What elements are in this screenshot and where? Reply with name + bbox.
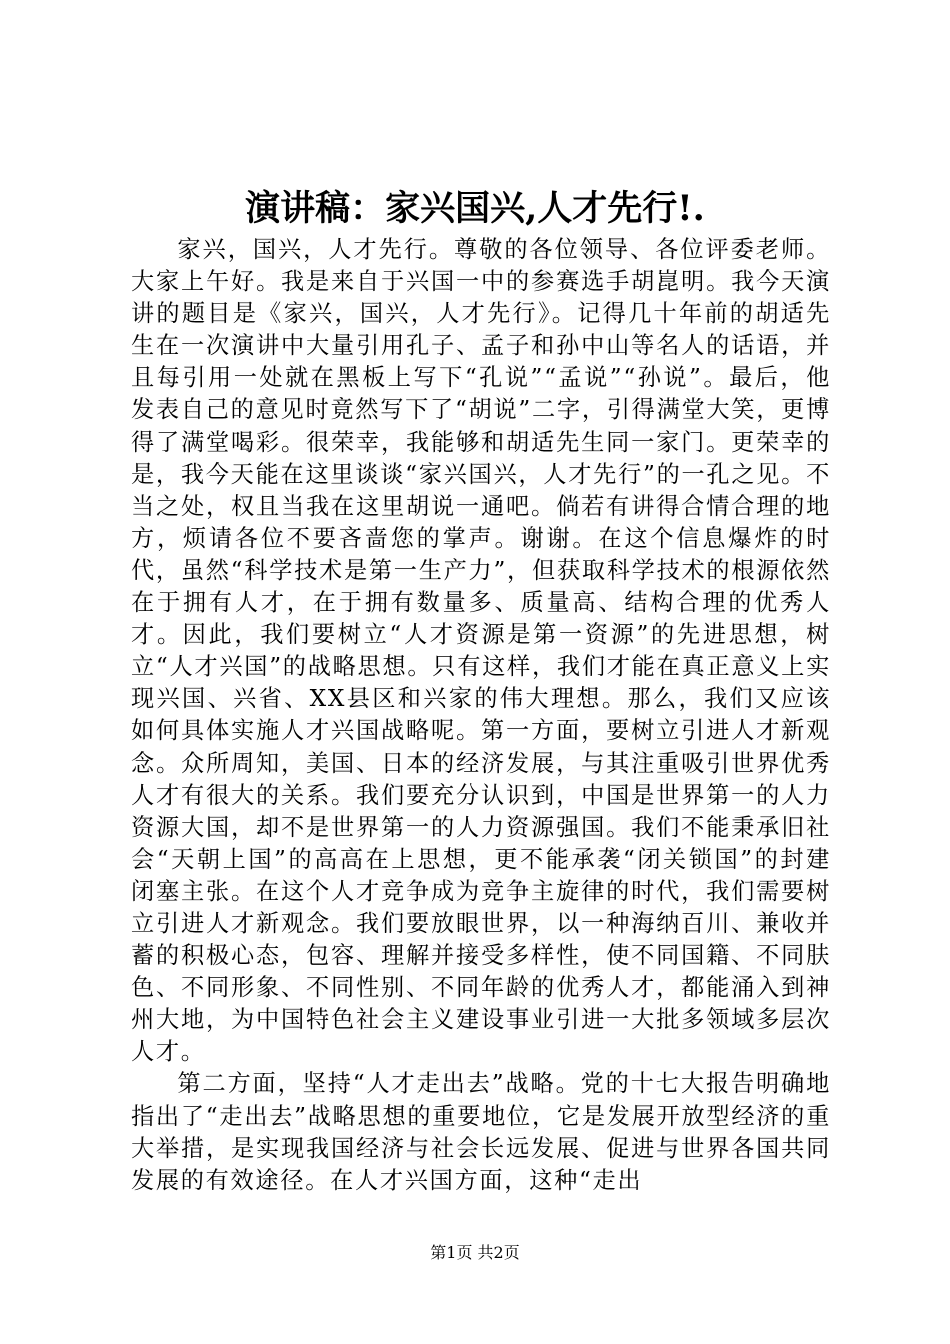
document-title: 演讲稿：家兴国兴,人才先行!. — [245, 188, 705, 229]
page-footer: 第1页 共2页 — [430, 1243, 520, 1262]
body-paragraph-1: 家兴，国兴，人才先行。尊敬的各位领导、各位评委老师。大家上午好。我是来自于兴国一中的参赛选手胡崑明。我今天演讲的题目是《家兴，国兴，人才先行》。记得几十年前的胡适先生在一次演讲中大量引用孔子、孟子和孙中山等名人的话语，并且每引用一处就在黑板上写下“孔说”“孟说”“孙说”。最后，他发表自己的意见时竟然写下了“胡说”二字，引得满堂大笑，更博得了满堂喝彩。很荣幸，我能够和胡适先生同一家门。更荣幸的是，我今天能在这里谈谈“家兴国兴，人才先行”的一孔之见。不当之处，权且当我在这里胡说一通吧。倘若有讲得合情合理的地方，烦请各位不要吝啬您的掌声。谢谢。在这个信息爆炸的时代，虽然“科学技术是第一生产力”，但获取科学技术的根源依然在于拥有人才，在于拥有数量多、质量高、结构合理的优秀人才。因此，我们要树立“人才资源是第一资源”的先进思想，树立“人才兴国”的战略思想。只有这样，我们才能在真正意义上实现兴国、兴省、XX县区和兴家的伟大理想。那么，我们又应该如何具体实施人才兴国战略呢。第一方面，要树立引进人才新观念。众所周知，美国、日本的经济发展，与其注重吸引世界优秀人才有很大的关系。我们要充分认识到，中国是世界第一的人力资源大国，却不是世界第一的人力资源强国。我们不能秉承旧社会“天朝上国”的高高在上思想，更不能承袭“闭关锁国”的封建闭塞主张。在这个人才竞争成为竞争主旋律的时代，我们需要树立引进人才新观念。我们要放眼世界，以一种海纳百川、兼收并蓄的积极心态，包容、理解并接受多样性，使不同国籍、不同肤色、不同形象、不同性别、不同年龄的优秀人才，都能涌入到神州大地，为中国特色社会主义建设事业引进一大批多领域多层次人才。 — [131, 236, 831, 1066]
document-body — [131, 234, 831, 1197]
body-paragraph-2: 第二方面，坚持“人才走出去”战略。党的十七大报告明确地指出了“走出去”战略思想的重要地位，它是发展开放型经济的重大举措，是实现我国经济与社会长远发展、促进与世界各国共同发展的有效途径。在人才兴国方面，这种“走出 — [131, 1070, 831, 1194]
